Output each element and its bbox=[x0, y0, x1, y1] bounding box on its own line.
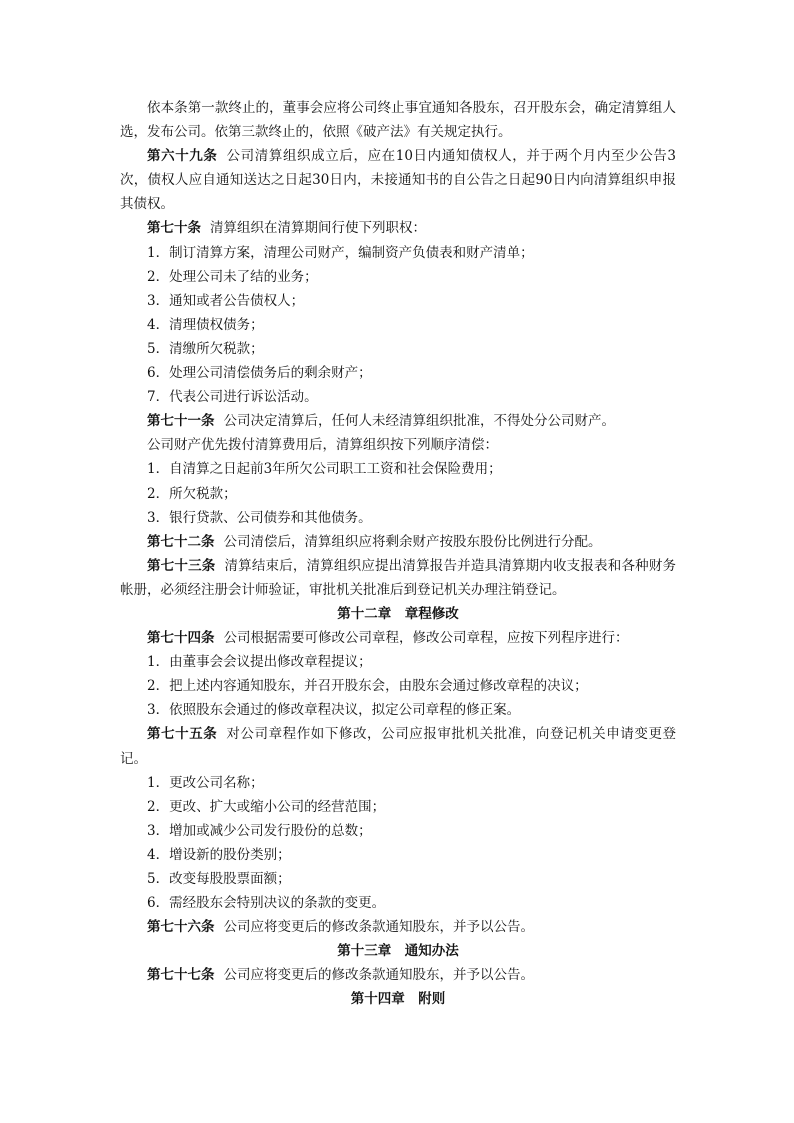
article-76: 第七十六条 公司应将变更后的修改条款通知股东，并予以公告。 bbox=[147, 919, 534, 936]
article-number: 第六十九条 bbox=[147, 148, 218, 165]
list-item: 1．更改公司名称； bbox=[147, 774, 264, 791]
list-item: 6．处理公司清偿债务后的剩余财产； bbox=[147, 365, 372, 382]
article-75: 第七十五条 对公司章程作如下修改，公司应报审批机关批准，向登记机关申请变更登记。 bbox=[120, 726, 677, 767]
article-77: 第七十七条 公司应将变更后的修改条款通知股东，并予以公告。 bbox=[147, 967, 534, 984]
list-item: 3．依照股东会通过的修改章程决议，拟定公司章程的修正案。 bbox=[147, 702, 521, 719]
document-page bbox=[120, 96, 676, 1012]
list-item: 2．更改、扩大或缩小公司的经营范围； bbox=[147, 798, 386, 815]
list-item: 3．银行贷款、公司债券和其他债务。 bbox=[147, 509, 372, 526]
list-item: 7．代表公司进行诉讼活动。 bbox=[147, 389, 318, 406]
list-item: 公司财产优先拨付清算费用后，清算组织按下列顺序清偿： bbox=[147, 437, 498, 454]
list-item: 2．所欠税款； bbox=[147, 485, 237, 502]
list-item: 2．把上述内容通知股东，并召开股东会，由股东会通过修改章程的决议； bbox=[147, 678, 588, 695]
article-number: 第七十五条 bbox=[147, 726, 218, 743]
list-item: 2．处理公司未了结的业务； bbox=[147, 268, 318, 285]
article-number: 第七十六条 bbox=[147, 919, 215, 936]
list-item: 6．需经股东会特别决议的条款的变更。 bbox=[147, 895, 386, 912]
article-71: 第七十一条 公司决定清算后，任何人未经清算组织批准，不得处分公司财产。 bbox=[147, 413, 615, 430]
chapter-heading: 第十四章 附则 bbox=[350, 991, 446, 1008]
list-item: 3．增加或减少公司发行股份的总数； bbox=[147, 822, 372, 839]
list-item: 5．改变每股股票面额； bbox=[147, 871, 291, 887]
list-item: 5．清缴所欠税款； bbox=[147, 340, 264, 357]
article-73: 第七十三条 清算结束后，清算组织应提出清算报告并造具清算期内收支报表和各种财务帐册，必须经注册会计师验证，审批机关批准后到登记机关办理注销登记。 bbox=[120, 557, 677, 598]
list-item: 1．制订清算方案，清理公司财产，编制资产负债表和财产清单； bbox=[147, 244, 534, 261]
list-item: 4．清理债权债务； bbox=[147, 316, 264, 333]
list-item: 1．由董事会会议提出修改章程提议； bbox=[147, 654, 372, 671]
article-number: 第七十三条 bbox=[147, 557, 216, 574]
chapter-heading: 第十二章 章程修改 bbox=[337, 605, 459, 622]
article-number: 第七十七条 bbox=[147, 967, 215, 984]
article-number: 第七十一条 bbox=[147, 413, 215, 430]
chapter-heading: 第十三章 通知办法 bbox=[337, 943, 459, 960]
article-70: 第七十条 清算组织在清算期间行使下列职权： bbox=[147, 220, 426, 237]
article-number: 第七十条 bbox=[147, 220, 201, 237]
article-number: 第七十四条 bbox=[147, 630, 215, 647]
article-number: 第七十二条 bbox=[147, 533, 215, 550]
list-item: 3．通知或者公告债权人； bbox=[147, 292, 305, 309]
paragraph-termination-clause: 依本条第一款终止的，董事会应将公司终止事宜通知各股东，召开股东会，确定清算组人选，发布公司。依第三款终止的，依照《破产法》有关规定执行。 bbox=[120, 100, 676, 141]
list-item: 4．增设新的股份类别； bbox=[147, 846, 291, 863]
article-74: 第七十四条 公司根据需要可修改公司章程，修改公司章程，应按下列程序进行： bbox=[147, 630, 629, 647]
article-69: 第六十九条 公司清算组织成立后，应在10日内通知债权人，并于两个月内至少公告3次，债权人应自通知送达之日起30日内，未接通知书的自公告之日起90日内向清算组织申报其债权。 bbox=[120, 148, 676, 213]
list-item: 1．自清算之日起前3年所欠公司职工工资和社会保险费用； bbox=[147, 461, 502, 478]
article-72: 第七十二条 公司清偿后，清算组织应将剩余财产按股东股份比例进行分配。 bbox=[147, 533, 602, 550]
